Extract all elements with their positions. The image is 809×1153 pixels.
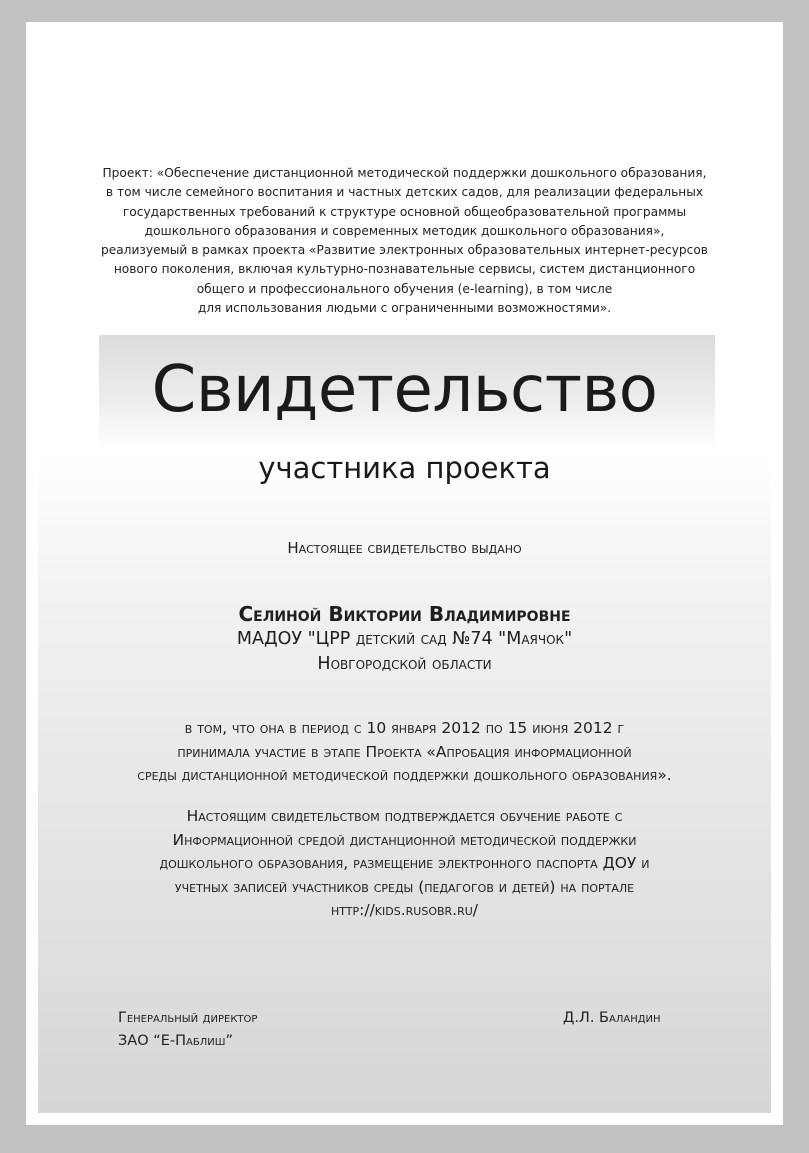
- company-name: ЗАО “Е-Паблиш”: [118, 1033, 233, 1049]
- recipient-name: Селиной Виктории Владимировне: [238, 602, 571, 626]
- paragraph-line: принимала участие в этапе Проекта «Апробация информационной: [177, 742, 632, 761]
- header-line: нового поколения, включая культурно-познавательные сервисы, систем дистанционного: [113, 262, 696, 277]
- signatory-name: Д.Л. Баландин: [563, 1010, 661, 1026]
- confirmation-paragraph: [0, 805, 809, 923]
- certificate-subtitle: участника проекта: [258, 451, 551, 485]
- signatory-position: [118, 1007, 257, 1053]
- header-line: государственных требований к структуре основной общеобразовательной программы: [122, 204, 687, 219]
- organization-line: МАДОУ "ЦРР детский сад №74 "Маячок": [236, 629, 573, 649]
- project-header: [0, 164, 809, 318]
- header-line: общего и профессионального обучения (e-learning), в том числе: [196, 281, 613, 296]
- organization: [0, 627, 809, 677]
- paragraph-line: в том, что она в период с 10 января 2012 по 15 июня 2012 г: [184, 719, 625, 737]
- certificate-title: Свидетельство: [151, 353, 658, 427]
- participation-paragraph: [0, 717, 809, 788]
- header-line: для использования людьми с ограниченными возможностями».: [197, 301, 612, 316]
- paragraph-line: учетных записей участников среды (педагогов и детей) на портале: [174, 877, 635, 896]
- issued-to-label: Настоящее свидетельство выдано: [287, 539, 522, 557]
- header-line: Проект: «Обеспечение дистанционной методической поддержки дошкольного образования,: [102, 166, 707, 180]
- paragraph-line: Настоящим свидетельством подтверждается обучение работе с: [186, 807, 623, 825]
- paragraph-line: Информационной средой дистанционной методической поддержки: [172, 830, 637, 849]
- header-line: дошкольного образования и современных методик дошкольного образования»,: [144, 223, 665, 238]
- header-line: в том числе семейного воспитания и частных детских садов, для реализации федеральных: [105, 185, 704, 200]
- paragraph-line: дошкольного образования, размещение электронного паспорта ДОУ и: [159, 854, 650, 872]
- portal-url: http://kids.rusobr.ru/: [330, 901, 479, 919]
- organization-region: Новгородской области: [317, 654, 492, 674]
- header-line: реализуемый в рамках проекта «Развитие электронных образовательных интернет-ресурсов: [100, 243, 708, 258]
- position-title: Генеральный директор: [118, 1010, 258, 1026]
- paragraph-line: среды дистанционной методической поддержки дошкольного образования».: [137, 766, 672, 784]
